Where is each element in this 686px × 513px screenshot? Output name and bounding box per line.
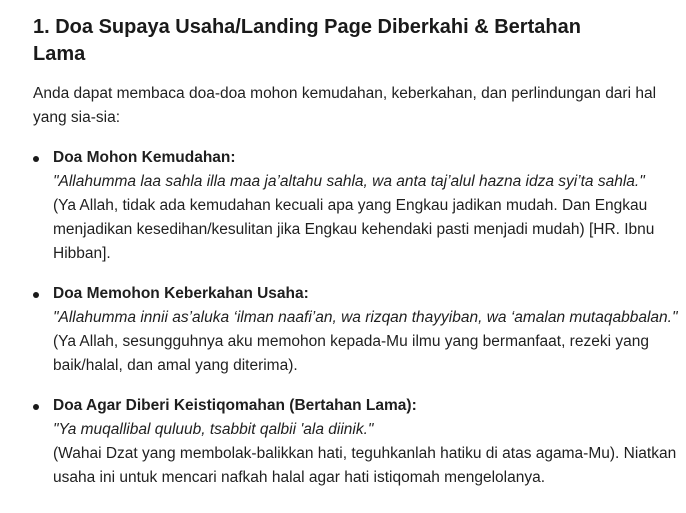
doa-list (33, 146, 678, 490)
doa-title: Doa Agar Diberi Keistiqomahan (Bertahan Lama): (53, 397, 417, 414)
doa-transliteration: "Allahumma laa sahla illa maa ja’altahu sahla, wa anta taj’alul hazna idza syi’ta sahla." (53, 173, 645, 190)
intro-paragraph: Anda dapat membaca doa-doa mohon kemudahan, keberkahan, dan perlindungan dari hal yang sia-sia: (33, 85, 657, 126)
doa-meaning: (Ya Allah, sesungguhnya aku memohon kepada-Mu ilmu yang bermanfaat, rezeki yang baik/halal, dan amal yang diterima). (53, 333, 649, 374)
doa-transliteration: "Allahumma innii as’aluka ‘ilman naafi’an, wa rizqan thayyiban, wa ‘amalan mutaqabbalan." (53, 309, 678, 326)
doa-title: Doa Memohon Keberkahan Usaha: (53, 285, 309, 302)
list-item (33, 146, 686, 266)
list-item (33, 282, 686, 378)
doa-meaning: (Ya Allah, tidak ada kemudahan kecuali apa yang Engkau jadikan mudah. Dan Engkau menjadikan kesedihan/kesulitan jika Engkau kehendaki pasti menjadi mudah) [HR. Ibnu Hibban]. (53, 197, 655, 262)
bullet-icon (33, 404, 39, 410)
doa-meaning: (Wahai Dzat yang membolak-balikkan hati, teguhkanlah hatiku di atas agama-Mu). Niatkan usaha ini untuk mencari nafkah halal agar hati istiqomah mengelolanya. (53, 445, 677, 486)
doa-title: Doa Mohon Kemudahan: (53, 149, 236, 166)
doa-transliteration: "Ya muqallibal quluub, tsabbit qalbii 'ala diinik." (53, 421, 374, 438)
bullet-icon (33, 156, 39, 162)
list-item (33, 394, 686, 490)
section-heading: 1. Doa Supaya Usaha/Landing Page Diberkahi & Bertahan Lama (33, 16, 581, 65)
bullet-icon (33, 292, 39, 298)
